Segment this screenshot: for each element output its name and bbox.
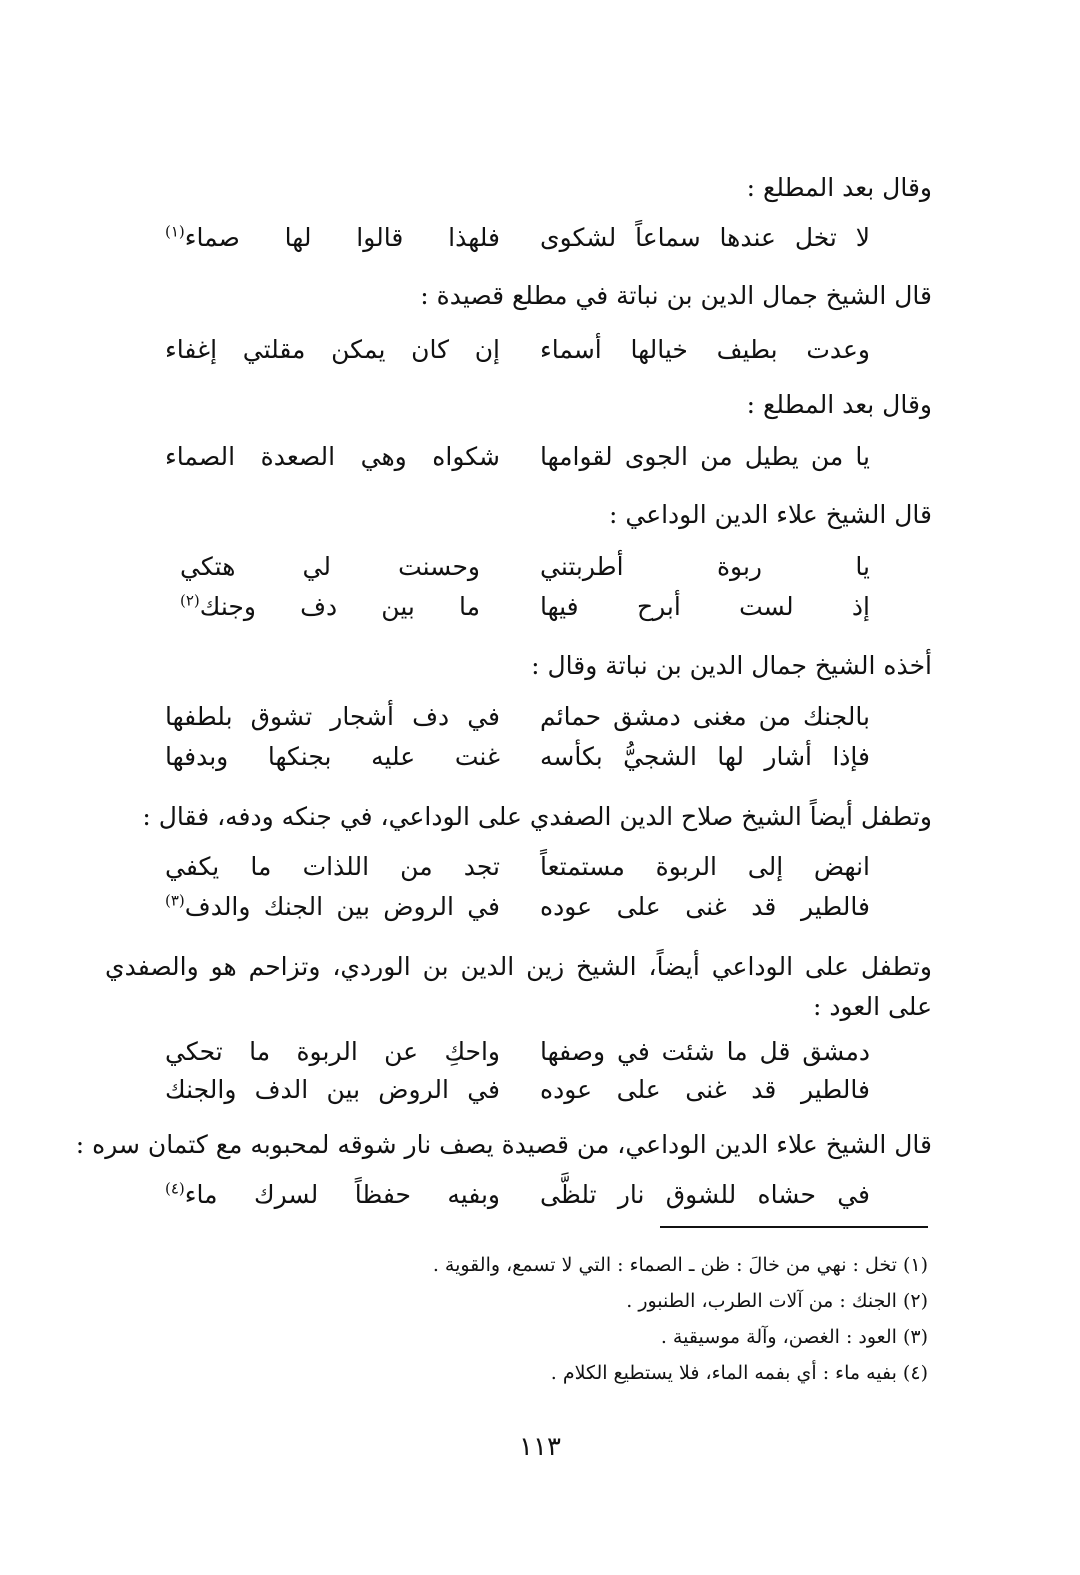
prose-line: قال الشيخ علاء الدين الوداعي : (608, 500, 932, 529)
footnote-marker: (١) (165, 222, 185, 241)
verse-hemistich: وحسنت لي هتكي (180, 552, 480, 581)
footnote: (٣) العود : الغصن، وآلة موسيقية . (660, 1326, 928, 1348)
verse-hemistich: شكواه وهي الصعدة الصماء (165, 442, 500, 471)
footnote: (٤) بفيه ماء : أي بفمه الماء، فلا يستطيع الكلام . (550, 1362, 928, 1384)
verse-hemistich: وعدت بطيف خيالها أسماء (540, 335, 870, 364)
prose-line: قال الشيخ علاء الدين الوداعي، من قصيدة يصف نار شوقه لمحبوبه مع كتمان سره : (75, 1130, 932, 1159)
verse-hemistich: ما بين دف وجنك$^{(٢)}$ (180, 591, 480, 621)
verse-hemistich: غنت عليه بجنكها وبدفها (165, 742, 500, 771)
prose-line: أخذه الشيخ جمال الدين بن نباتة وقال : (531, 651, 932, 680)
verse-hemistich: فلهذا قالوا لها صماء$^{(١)}$ (165, 222, 500, 252)
footnote: (٢) الجنك : من آلات الطرب، الطنبور . (626, 1290, 928, 1312)
verse-hemistich: تجد من اللذات ما يكفي (165, 852, 500, 881)
footnote-marker: (٢) (180, 591, 200, 610)
footnote: (١) تخل : نهي من خالَ : ظن ـ الصماء : التي لا تسمع، والقوية . (432, 1254, 928, 1276)
prose-line: وقال بعد المطلع : (746, 173, 932, 202)
prose-line: وتطفل أيضاً الشيخ صلاح الدين الصفدي على الوداعي، في جنكه ودفه، فقال : (142, 802, 932, 831)
verse-hemistich: فالطير قد غنى على عوده (540, 1075, 870, 1104)
verse-hemistich: يا ربوة أطربتني (540, 552, 870, 581)
footnote-marker: (٣) (165, 891, 185, 910)
verse-hemistich: وبفيه حفظاً لسرك ماء$^{(٤)}$ (165, 1179, 500, 1209)
prose-line: قال الشيخ جمال الدين بن نباتة في مطلع قصيدة : (420, 281, 932, 310)
verse-hemistich: فإذا أشار لها الشجيُّ بكأسه (540, 742, 870, 771)
page-number: ١١٣ (519, 1432, 561, 1462)
verse-hemistich: يا من يطيل من الجوى لقوامها (540, 442, 870, 471)
footnote-separator (660, 1226, 928, 1228)
prose-paragraph: وتطفل على الوداعي أيضاً، الشيخ زين الدين بن الوردي، وتزاحم هو والصفدي على العود : (105, 952, 932, 1021)
verse-hemistich: دمشق قل ما شئت في وصفها (540, 1037, 870, 1066)
verse-hemistich: في دف أشجار تشوق بلطفها (165, 702, 500, 731)
verse-hemistich: في الروض بين الجنك والدف$^{(٣)}$ (165, 891, 500, 921)
verse-hemistich: في حشاه للشوق نار تلظَّى (540, 1180, 870, 1209)
verse-hemistich: لا تخل عندها سماعاً لشكوى (540, 223, 870, 252)
verse-hemistich: إن كان يمكن مقلتي إغفاء (165, 335, 500, 364)
verse-hemistich: فالطير قد غنى على عوده (540, 892, 870, 921)
verse-hemistich: بالجنك من مغنى دمشق حمائم (540, 702, 870, 731)
verse-hemistich: في الروض بين الدف والجنك (165, 1075, 500, 1104)
verse-hemistich: إذ لست أبرح فيها (540, 592, 870, 621)
footnote-marker: (٤) (165, 1179, 185, 1198)
verse-hemistich: واحكِ عن الربوة ما تحكي (165, 1037, 500, 1066)
verse-hemistich: انهض إلى الربوة مستمتعاً (540, 852, 870, 881)
prose-line: وقال بعد المطلع : (746, 390, 932, 419)
